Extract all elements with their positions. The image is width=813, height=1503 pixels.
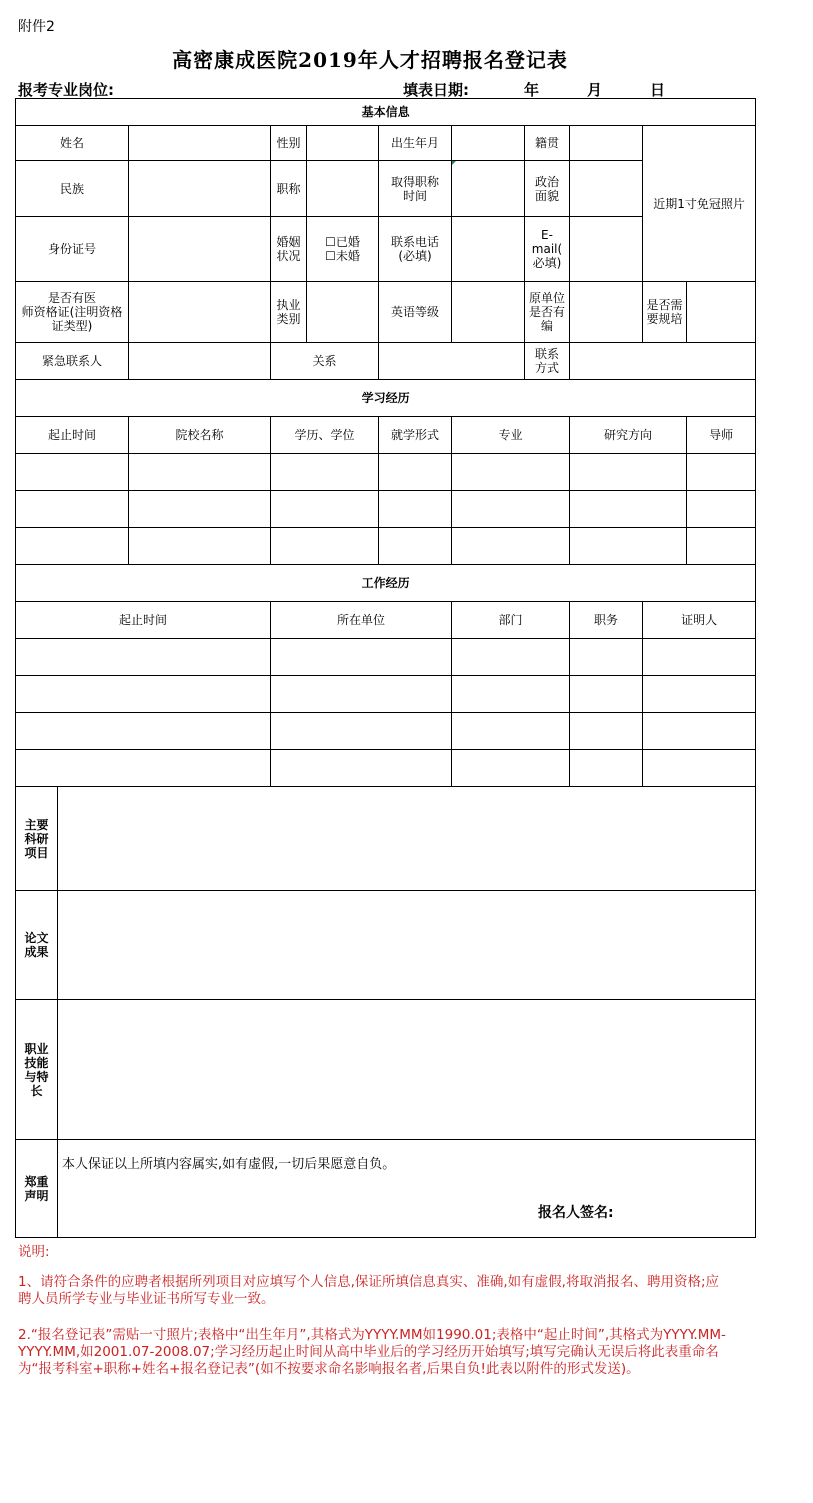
- edu-cell[interactable]: [271, 528, 379, 565]
- work-cell[interactable]: [16, 713, 271, 750]
- work-cell[interactable]: [452, 713, 570, 750]
- work-row: [16, 676, 756, 713]
- work-cell[interactable]: [16, 750, 271, 787]
- label-title-date: 取得职称 时间: [379, 161, 452, 217]
- work-header-position: 职务: [570, 602, 643, 639]
- label-id-number: 身份证号: [16, 217, 129, 282]
- field-name[interactable]: [129, 126, 271, 161]
- edu-cell[interactable]: [687, 454, 756, 491]
- work-cell[interactable]: [452, 676, 570, 713]
- attachment-label: 附件2: [18, 19, 55, 35]
- field-id-number[interactable]: [129, 217, 271, 282]
- section-work: 工作经历: [16, 565, 756, 602]
- year-label: 年: [524, 81, 540, 99]
- work-cell[interactable]: [643, 750, 756, 787]
- label-emergency: 紧急联系人: [16, 343, 129, 380]
- photo-area[interactable]: 近期1寸免冠照片: [643, 126, 756, 282]
- work-cell[interactable]: [271, 750, 452, 787]
- work-cell[interactable]: [452, 750, 570, 787]
- work-cell[interactable]: [643, 639, 756, 676]
- work-cell[interactable]: [570, 676, 643, 713]
- edu-cell[interactable]: [271, 454, 379, 491]
- edu-cell[interactable]: [452, 454, 570, 491]
- work-cell[interactable]: [570, 750, 643, 787]
- label-declaration: 郑重 声明: [16, 1140, 58, 1238]
- page-title: 高密康成医院2019年人才招聘报名登记表: [172, 48, 568, 72]
- edu-header-school: 院校名称: [129, 417, 271, 454]
- label-need-training: 是否需 要规培: [643, 282, 687, 343]
- field-title-date[interactable]: [452, 161, 525, 217]
- edu-cell[interactable]: [379, 454, 452, 491]
- edu-header-major: 专业: [452, 417, 570, 454]
- field-english[interactable]: [452, 282, 525, 343]
- work-cell[interactable]: [271, 713, 452, 750]
- note-2: 2.“报名登记表”需贴一寸照片;表格中“出生年月”,其格式为YYYY.MM如1990.01;表格中“起止时间”,其格式为YYYY.MM-YYYY.MM,如2001.07-2008.07;学习经历起止时间从高中毕业后的学习经历开始填写;填写完确认无误后将此表重命名为“报考科室+职称+姓名+报名登记表”(如不按要求命名影响报名者,后果自负!此表以附件的形式发送)。: [18, 1327, 726, 1377]
- label-phone: 联系电话 (必填): [379, 217, 452, 282]
- section-basic-info: 基本信息: [16, 99, 756, 126]
- field-research[interactable]: [58, 787, 756, 891]
- work-cell[interactable]: [570, 713, 643, 750]
- label-political: 政治 面貌: [525, 161, 570, 217]
- edu-cell[interactable]: [379, 491, 452, 528]
- work-cell[interactable]: [643, 713, 756, 750]
- edu-cell[interactable]: [687, 491, 756, 528]
- label-native: 籍贯: [525, 126, 570, 161]
- edu-row: [16, 454, 756, 491]
- work-header-unit: 所在单位: [271, 602, 452, 639]
- section-education: 学习经历: [16, 380, 756, 417]
- work-cell[interactable]: [643, 676, 756, 713]
- label-orig-staff: 原单位 是否有 编: [525, 282, 570, 343]
- note-1: 1、请符合条件的应聘者根据所列项目对应填写个人信息,保证所填信息真实、准确,如有虚假,将取消报名、聘用资格;应聘人员所学专业与毕业证书所写专业一致。: [18, 1274, 720, 1307]
- edu-cell[interactable]: [16, 491, 129, 528]
- edu-header-mode: 就学形式: [379, 417, 452, 454]
- field-emergency[interactable]: [129, 343, 271, 380]
- marital-options[interactable]: [307, 217, 379, 282]
- edu-row: [16, 528, 756, 565]
- edu-header-period: 起止时间: [16, 417, 129, 454]
- field-skills[interactable]: [58, 1000, 756, 1140]
- field-orig-staff[interactable]: [570, 282, 643, 343]
- field-contact[interactable]: [570, 343, 756, 380]
- label-birth: 出生年月: [379, 126, 452, 161]
- work-header-period: 起止时间: [16, 602, 271, 639]
- position-label: 报考专业岗位:: [18, 81, 114, 99]
- field-native[interactable]: [570, 126, 643, 161]
- label-contact: 联系 方式: [525, 343, 570, 380]
- label-title: 职称: [271, 161, 307, 217]
- work-cell[interactable]: [16, 676, 271, 713]
- label-ethnicity: 民族: [16, 161, 129, 217]
- edu-cell[interactable]: [129, 454, 271, 491]
- field-title[interactable]: [307, 161, 379, 217]
- field-email[interactable]: [570, 217, 643, 282]
- work-cell[interactable]: [271, 639, 452, 676]
- work-cell[interactable]: [452, 639, 570, 676]
- day-label: 日: [650, 81, 666, 99]
- edu-cell[interactable]: [452, 528, 570, 565]
- label-papers: 论文 成果: [16, 891, 58, 1000]
- edu-cell[interactable]: [687, 528, 756, 565]
- edu-cell[interactable]: [16, 528, 129, 565]
- edu-cell[interactable]: [452, 491, 570, 528]
- field-gender[interactable]: [307, 126, 379, 161]
- work-cell[interactable]: [16, 639, 271, 676]
- field-practice-type[interactable]: [307, 282, 379, 343]
- edu-cell[interactable]: [570, 491, 687, 528]
- work-row: [16, 639, 756, 676]
- declaration-text: 本人保证以上所填内容属实,如有虚假,一切后果愿意自负。: [62, 1157, 396, 1172]
- work-row: [16, 750, 756, 787]
- comment-marker: [452, 161, 458, 167]
- label-skills: 职业 技能 与特 长: [16, 1000, 58, 1140]
- label-email: E- mail( 必填): [525, 217, 570, 282]
- label-research: 主要 科研 项目: [16, 787, 58, 891]
- label-doctor-cert: 是否有医 师资格证(注明资格 证类型): [16, 282, 129, 343]
- work-cell[interactable]: [271, 676, 452, 713]
- edu-header-research: 研究方向: [570, 417, 687, 454]
- field-political[interactable]: [570, 161, 643, 217]
- edu-cell[interactable]: [16, 454, 129, 491]
- signature-label: 报名人签名:: [538, 1205, 614, 1221]
- work-cell[interactable]: [570, 639, 643, 676]
- month-label: 月: [587, 81, 603, 99]
- field-birth[interactable]: [452, 126, 525, 161]
- edu-cell[interactable]: [129, 528, 271, 565]
- edu-cell[interactable]: [570, 528, 687, 565]
- edu-header-advisor: 导师: [687, 417, 756, 454]
- edu-cell[interactable]: [129, 491, 271, 528]
- label-english: 英语等级: [379, 282, 452, 343]
- label-relation: 关系: [271, 343, 379, 380]
- field-phone[interactable]: [452, 217, 525, 282]
- field-doctor-cert[interactable]: [129, 282, 271, 343]
- date-label: 填表日期:: [403, 81, 469, 99]
- checkbox-married[interactable]: ☐已婚: [325, 235, 360, 249]
- label-practice-type: 执业 类别: [271, 282, 307, 343]
- field-ethnicity[interactable]: [129, 161, 271, 217]
- field-papers[interactable]: [58, 891, 756, 1000]
- edu-cell[interactable]: [379, 528, 452, 565]
- edu-row: [16, 491, 756, 528]
- work-row: [16, 713, 756, 750]
- field-relation[interactable]: [379, 343, 525, 380]
- edu-cell[interactable]: [570, 454, 687, 491]
- field-need-training[interactable]: [687, 282, 756, 343]
- registration-form: [15, 98, 756, 1238]
- work-header-reference: 证明人: [643, 602, 756, 639]
- label-gender: 性别: [271, 126, 307, 161]
- edu-cell[interactable]: [271, 491, 379, 528]
- edu-header-degree: 学历、学位: [271, 417, 379, 454]
- label-name: 姓名: [16, 126, 129, 161]
- checkbox-unmarried[interactable]: ☐未婚: [325, 249, 360, 263]
- label-marital: 婚姻 状况: [271, 217, 307, 282]
- work-header-dept: 部门: [452, 602, 570, 639]
- declaration-area[interactable]: [58, 1140, 756, 1238]
- notes-heading: 说明:: [18, 1244, 50, 1260]
